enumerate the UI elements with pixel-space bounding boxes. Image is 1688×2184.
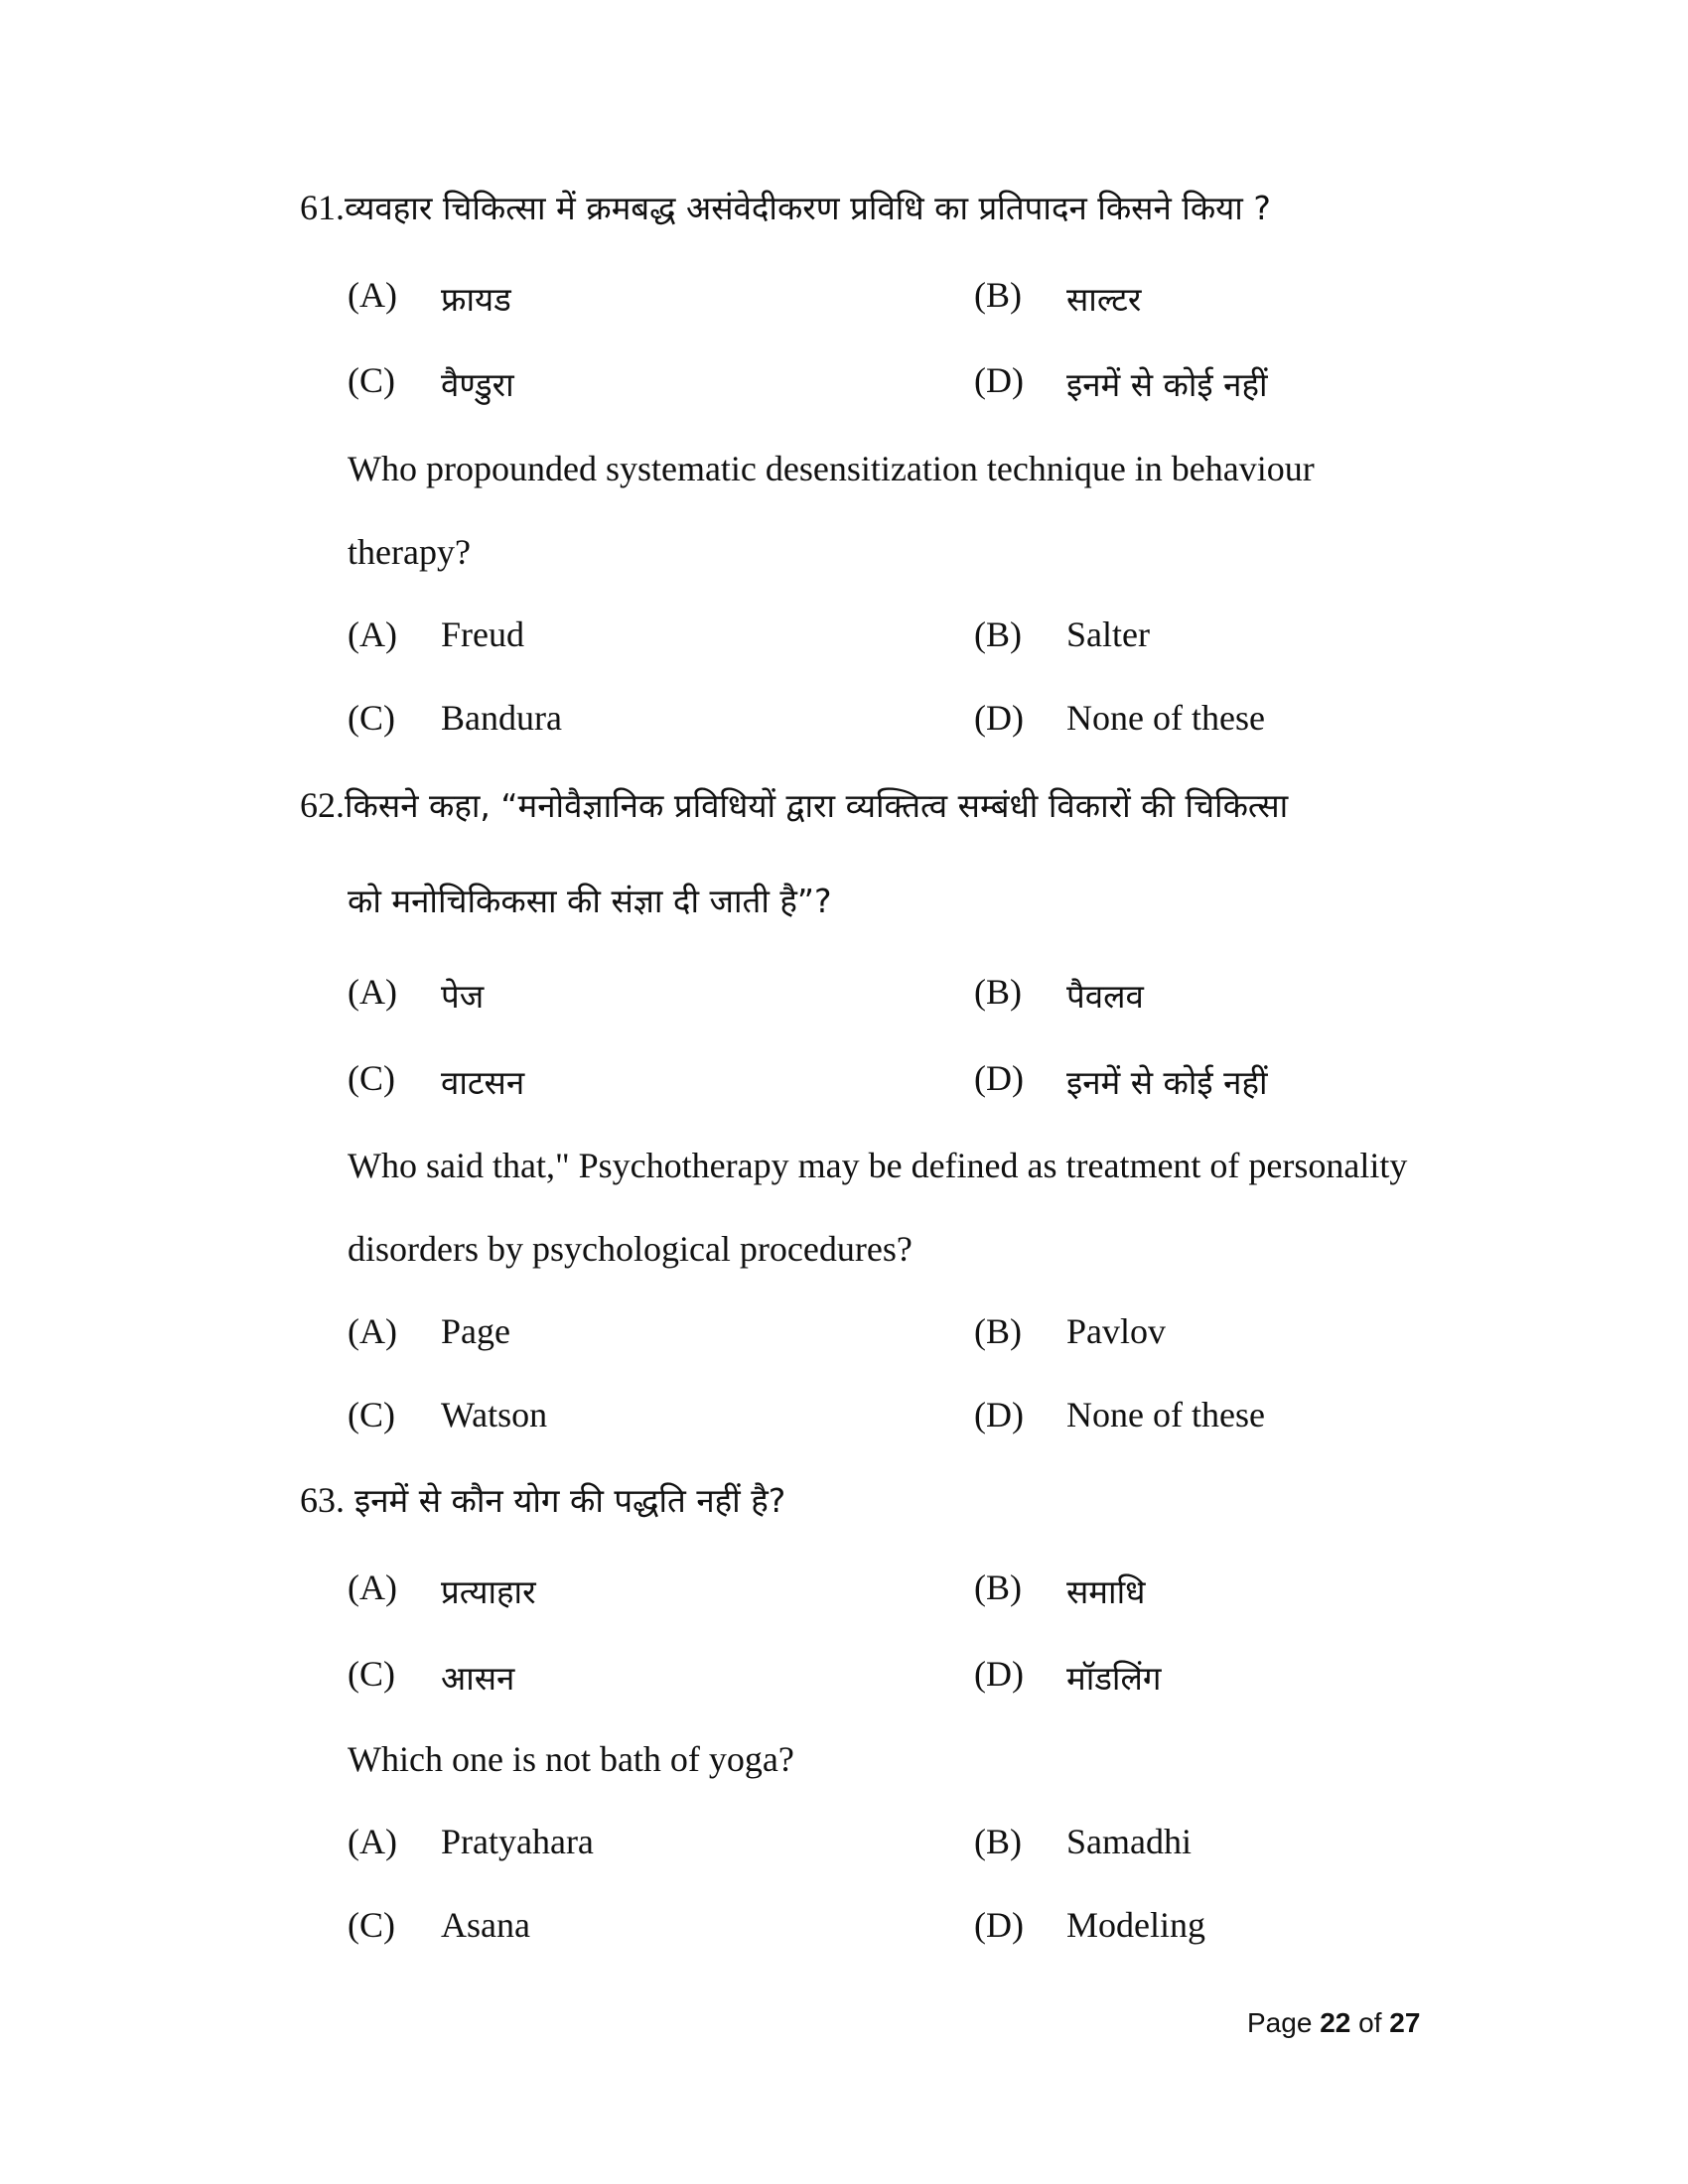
- question-text-english: Which one is not bath of yoga?: [348, 1739, 794, 1779]
- option-letter: (B): [974, 1568, 1022, 1607]
- option-letter: (A): [348, 1568, 397, 1607]
- option-letter: (D): [974, 1058, 1024, 1098]
- option-letter: (C): [348, 1058, 395, 1098]
- option-text-english: Pratyahara: [441, 1822, 594, 1861]
- option-text-english: Pavlov: [1066, 1311, 1167, 1351]
- question-text-english: disorders by psychological procedures?: [348, 1229, 913, 1269]
- option-letter: (C): [348, 698, 395, 738]
- option-text-hindi: आसन: [441, 1659, 515, 1698]
- question-text-hindi: व्यवहार चिकित्सा में क्रमबद्ध असंवेदीकरण प्रविधि का प्रतिपादन किसने किया ?: [345, 189, 1271, 227]
- option-text-english: Bandura: [441, 698, 562, 738]
- of-label: of: [1358, 2007, 1382, 2038]
- option-text-hindi: मॉडलिंग: [1066, 1659, 1162, 1698]
- option-letter: (A): [348, 972, 397, 1012]
- page-indicator: [1247, 2007, 1420, 2039]
- question-number: 63.: [300, 1480, 345, 1520]
- question-text-english: Who propounded systematic desensitization technique in behaviour: [348, 449, 1315, 488]
- option-text-hindi: वैण्डुरा: [441, 365, 514, 404]
- option-letter: (D): [974, 1395, 1024, 1434]
- question-text-hindi: इनमें से कौन योग की पद्धति नहीं है?: [354, 1481, 786, 1520]
- option-letter: (B): [974, 614, 1022, 654]
- option-text-english: Freud: [441, 614, 524, 654]
- option-letter: (A): [348, 275, 397, 315]
- option-letter: (B): [974, 1311, 1022, 1351]
- option-text-hindi: पैवलव: [1066, 977, 1144, 1016]
- question-text-hindi: किसने कहा, “मनोवैज्ञानिक प्रविधियों द्वारा व्यक्तित्व सम्बंधी विकारों की चिकित्सा: [345, 786, 1289, 825]
- question-62-hindi-line-1: [300, 782, 1288, 827]
- option-text-hindi: समाधि: [1066, 1572, 1146, 1611]
- option-text-english: Watson: [441, 1395, 548, 1434]
- option-text-hindi: प्रत्याहार: [441, 1572, 536, 1611]
- option-letter: (A): [348, 1311, 397, 1351]
- option-letter: (C): [348, 1905, 395, 1945]
- option-text-english: Page: [441, 1311, 510, 1351]
- question-number: 62.: [300, 785, 345, 825]
- option-text-english: None of these: [1066, 698, 1265, 738]
- question-number: 61.: [300, 188, 345, 227]
- option-text-english: None of these: [1066, 1395, 1265, 1434]
- option-text-hindi: पेज: [441, 977, 485, 1016]
- option-text-hindi: इनमें से कोई नहीं: [1066, 365, 1268, 404]
- question-text-english: Who said that," Psychotherapy may be defined as treatment of personality: [348, 1146, 1408, 1185]
- option-text-hindi: साल्टर: [1066, 280, 1142, 319]
- option-text-english: Modeling: [1066, 1905, 1205, 1945]
- option-letter: (C): [348, 1395, 395, 1434]
- option-letter: (C): [348, 1654, 395, 1694]
- question-63-hindi-line-1: [300, 1477, 785, 1522]
- option-text-english: Asana: [441, 1905, 530, 1945]
- option-text-english: Salter: [1066, 614, 1150, 654]
- option-letter: (D): [974, 360, 1024, 400]
- option-letter: (B): [974, 1822, 1022, 1861]
- option-letter: (A): [348, 614, 397, 654]
- option-text-hindi: फ्रायड: [441, 280, 511, 319]
- option-text-english: Samadhi: [1066, 1822, 1192, 1861]
- option-letter: (D): [974, 698, 1024, 738]
- total-pages-number: 27: [1389, 2007, 1421, 2038]
- question-text-hindi: को मनोचिकिकसा की संज्ञा दी जाती है”?: [348, 882, 832, 920]
- option-letter: (B): [974, 275, 1022, 315]
- option-letter: (D): [974, 1905, 1024, 1945]
- question-61-hindi-line-1: [300, 185, 1271, 229]
- option-letter: (B): [974, 972, 1022, 1012]
- option-letter: (A): [348, 1822, 397, 1861]
- page-label: Page: [1247, 2007, 1313, 2038]
- option-letter: (C): [348, 360, 395, 400]
- question-text-english: therapy?: [348, 532, 471, 572]
- option-letter: (D): [974, 1654, 1024, 1694]
- option-text-hindi: इनमें से कोई नहीं: [1066, 1063, 1268, 1102]
- current-page-number: 22: [1320, 2007, 1351, 2038]
- option-text-hindi: वाटसन: [441, 1063, 525, 1102]
